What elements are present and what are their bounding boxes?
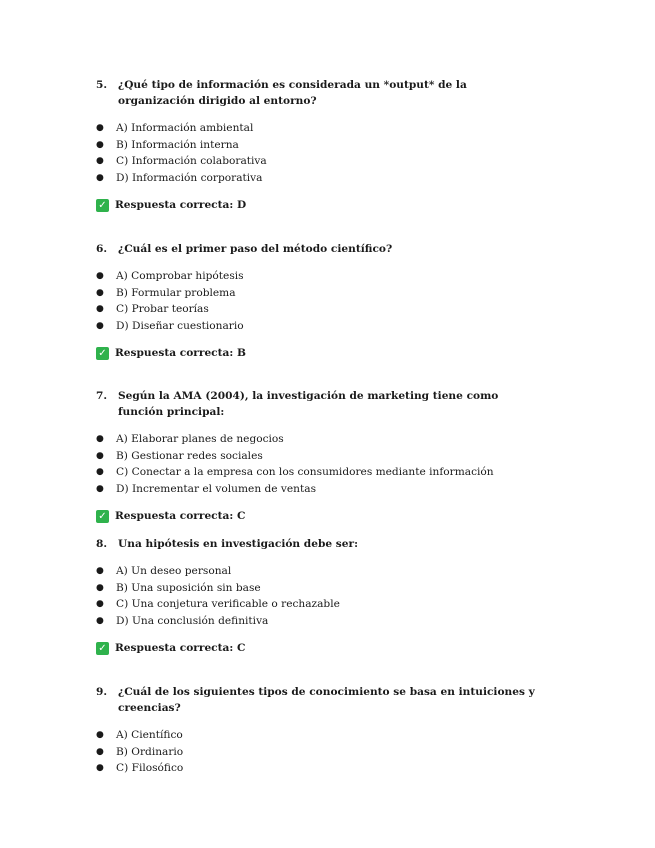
option-a <box>96 120 546 137</box>
option-c <box>96 760 546 777</box>
question-text: ¿Cuál de los siguientes tipos de conocimiento se basa en intuiciones y creencias? <box>118 686 535 714</box>
option-text: A) Científico <box>116 729 183 742</box>
bullet-icon: ● <box>96 156 104 167</box>
option-text: C) Filosófico <box>116 762 184 775</box>
option-d <box>96 318 546 335</box>
option-c <box>96 464 546 481</box>
question-8 <box>96 536 546 656</box>
option-text: A) Información ambiental <box>116 122 254 135</box>
option-a <box>96 268 546 285</box>
question-number: 6. <box>96 243 108 255</box>
option-d <box>96 481 546 498</box>
bullet-icon: ● <box>96 287 104 298</box>
bullet-icon: ● <box>96 139 104 150</box>
bullet-icon: ● <box>96 173 104 184</box>
question-number: 8. <box>96 538 108 550</box>
correct-answer <box>96 508 546 524</box>
question-6 <box>96 241 546 361</box>
check-icon: ✓ <box>96 642 109 655</box>
question-5 <box>96 77 546 213</box>
bullet-icon: ● <box>96 123 104 134</box>
option-d <box>96 170 546 187</box>
option-b <box>96 137 546 154</box>
question-9 <box>96 684 546 777</box>
option-text: C) Conectar a la empresa con los consumidores mediante información <box>116 466 494 479</box>
bullet-icon: ● <box>96 730 104 741</box>
question-text: ¿Qué tipo de información es considerada un *output* de la organización dirigido al entorno? <box>118 79 467 107</box>
bullet-icon: ● <box>96 616 104 627</box>
answer-text: Respuesta correcta: D <box>115 199 247 212</box>
option-text: C) Una conjetura verificable o rechazable <box>116 598 340 611</box>
bullet-icon: ● <box>96 450 104 461</box>
bullet-icon: ● <box>96 566 104 577</box>
option-text: A) Elaborar planes de negocios <box>116 433 284 446</box>
question-number: 9. <box>96 686 108 698</box>
option-text: C) Probar teorías <box>116 303 209 316</box>
option-text: A) Un deseo personal <box>116 565 232 578</box>
option-c <box>96 301 546 318</box>
bullet-icon: ● <box>96 599 104 610</box>
correct-answer <box>96 640 546 656</box>
bullet-icon: ● <box>96 271 104 282</box>
option-c <box>96 153 546 170</box>
option-b <box>96 448 546 465</box>
bullet-icon: ● <box>96 467 104 478</box>
option-d <box>96 613 546 630</box>
bullet-icon: ● <box>96 321 104 332</box>
option-text: D) Una conclusión definitiva <box>116 615 269 628</box>
option-text: A) Comprobar hipótesis <box>116 270 244 283</box>
question-title <box>96 388 546 420</box>
question-text: ¿Cuál es el primer paso del método científico? <box>118 243 393 255</box>
question-title <box>96 241 546 257</box>
option-text: D) Diseñar cuestionario <box>116 320 244 333</box>
option-text: B) Ordinario <box>116 745 184 758</box>
bullet-icon: ● <box>96 434 104 445</box>
option-c <box>96 596 546 613</box>
option-b <box>96 285 546 302</box>
question-title <box>96 536 546 552</box>
option-text: B) Información interna <box>116 138 239 151</box>
option-text: D) Información corporativa <box>116 172 263 185</box>
option-text: D) Incrementar el volumen de ventas <box>116 483 317 496</box>
option-a <box>96 727 546 744</box>
option-b <box>96 744 546 761</box>
question-title <box>96 684 546 716</box>
option-a <box>96 563 546 580</box>
option-text: B) Formular problema <box>116 286 236 299</box>
option-text: C) Información colaborativa <box>116 155 267 168</box>
check-icon: ✓ <box>96 199 109 212</box>
question-7 <box>96 388 546 524</box>
question-number: 5. <box>96 79 108 91</box>
bullet-icon: ● <box>96 484 104 495</box>
question-text: Una hipótesis en investigación debe ser: <box>118 538 358 550</box>
check-icon: ✓ <box>96 347 109 360</box>
bullet-icon: ● <box>96 304 104 315</box>
bullet-icon: ● <box>96 582 104 593</box>
option-b <box>96 580 546 597</box>
bullet-icon: ● <box>96 746 104 757</box>
option-list <box>96 268 546 334</box>
answer-text: Respuesta correcta: C <box>115 642 246 655</box>
option-list <box>96 120 546 186</box>
correct-answer <box>96 197 546 213</box>
answer-text: Respuesta correcta: C <box>115 510 246 523</box>
question-number: 7. <box>96 390 108 402</box>
check-icon: ✓ <box>96 510 109 523</box>
option-text: B) Gestionar redes sociales <box>116 449 263 462</box>
correct-answer <box>96 345 546 361</box>
question-title <box>96 77 546 109</box>
option-list <box>96 431 546 497</box>
bullet-icon: ● <box>96 763 104 774</box>
answer-text: Respuesta correcta: B <box>115 347 246 360</box>
option-list <box>96 563 546 629</box>
question-text: Según la AMA (2004), la investigación de marketing tiene como función principal: <box>118 390 499 418</box>
option-list <box>96 727 546 777</box>
option-a <box>96 431 546 448</box>
option-text: B) Una suposición sin base <box>116 581 261 594</box>
